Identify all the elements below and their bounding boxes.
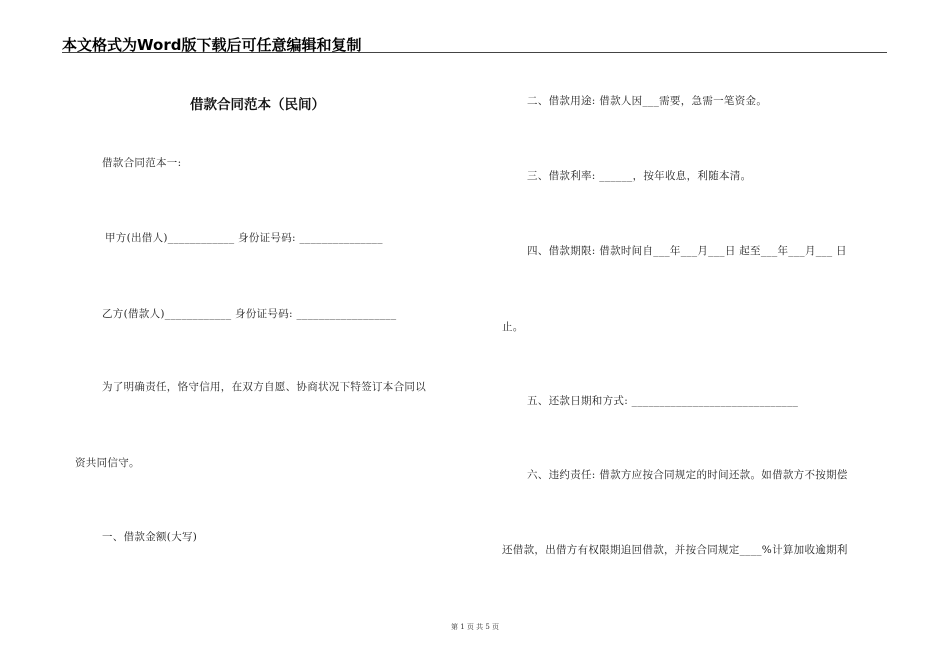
left-paragraph-intro: 借款合同范本一:	[102, 157, 182, 169]
download-banner: 本文格式为Word版下载后可任意编辑和复制	[62, 36, 362, 54]
header-divider	[62, 52, 887, 53]
right-clause-rate: 三、借款利率: ______，按年收息，利随本清。	[527, 170, 752, 182]
right-clause-repayment: 五、还款日期和方式: ______________________________	[527, 395, 799, 407]
document-title: 借款合同范本（民间）	[190, 97, 325, 113]
left-paragraph-purpose-cont: 资共同信守。	[75, 457, 140, 469]
left-clause-amount: 一、借款金额(大写)	[102, 531, 198, 543]
right-clause-term-cont: 止。	[502, 321, 524, 333]
right-clause-breach-cont: 还借款，出借方有权限期追回借款，并按合同规定____%计算加收逾期利	[502, 544, 848, 556]
left-paragraph-party-b: 乙方(借款人)____________ 身份证号码: __________________	[102, 308, 397, 320]
right-clause-breach: 六、违约责任: 借款方应按合同规定的时间还款。如借款方不按期偿	[527, 469, 848, 481]
left-paragraph-purpose: 为了明确责任，恪守信用，在双方自愿、协商状况下特签订本合同以	[102, 381, 426, 393]
right-clause-term: 四、借款期限: 借款时间自___年___月___日 起至___年___月___ 日	[527, 245, 847, 257]
left-paragraph-party-a: 甲方(出借人)____________ 身份证号码: _______________	[105, 232, 383, 244]
page-number: 第 1 页 共 5 页	[450, 623, 500, 631]
right-clause-use: 二、借款用途: 借款人因___需要，急需一笔资金。	[527, 95, 768, 107]
